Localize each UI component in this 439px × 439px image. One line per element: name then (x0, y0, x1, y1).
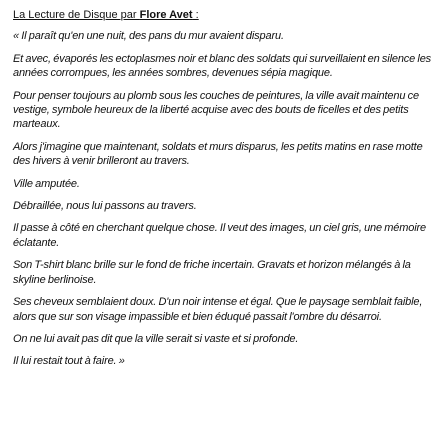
document-body (13, 8, 433, 377)
paragraph-1: « Il paraît qu'en une nuit, des pans du mur avaient disparu. (13, 30, 284, 43)
paragraph-2: Et avec, évaporés les ectoplasmes noir et blanc des soldats qui surveillaient en silence les années corrompues, les années sombres, devenues sépia magique. (13, 52, 432, 80)
paragraph-8: Son T-shirt blanc brille sur le fond de friche incertain. Gravats et horizon mélangés à la skyline berlinoise. (13, 259, 411, 286)
document-title (13, 8, 433, 22)
title-suffix: : (192, 9, 199, 21)
paragraph-6: Débraillée, nous lui passons au travers. (13, 200, 197, 213)
paragraph-10: On ne lui avait pas dit que la ville serait si vaste et si profonde. (13, 332, 299, 345)
title-author: Flore Avet (139, 9, 193, 21)
paragraph-5: Ville amputée. (13, 177, 80, 190)
paragraph-7: Il passe à côté en cherchant quelque chose. Il veut des images, un ciel gris, une mémoire éclatante. (13, 222, 427, 249)
title-prefix: La Lecture de Disque par (13, 9, 140, 21)
paragraph-3: Pour penser toujours au plomb sous les couches de peintures, la ville avait maintenu ce vestige, symbole heureux de la liberté acquise avec des bouts de ficelles et des petits marteaux. (13, 89, 419, 131)
paragraph-9: Ses cheveux semblaient doux. D'un noir intense et égal. Que le paysage semblait faible, alors que sur son visage impassible et bien éduqué passait l'ombre du désarroi. (13, 296, 423, 323)
paragraph-4: Alors j'imagine que maintenant, soldats et murs disparus, les petits matins en rase motte des hivers à venir brilleront au travers. (13, 140, 423, 168)
paragraph-11: Il lui restait tout à faire. » (13, 355, 125, 368)
